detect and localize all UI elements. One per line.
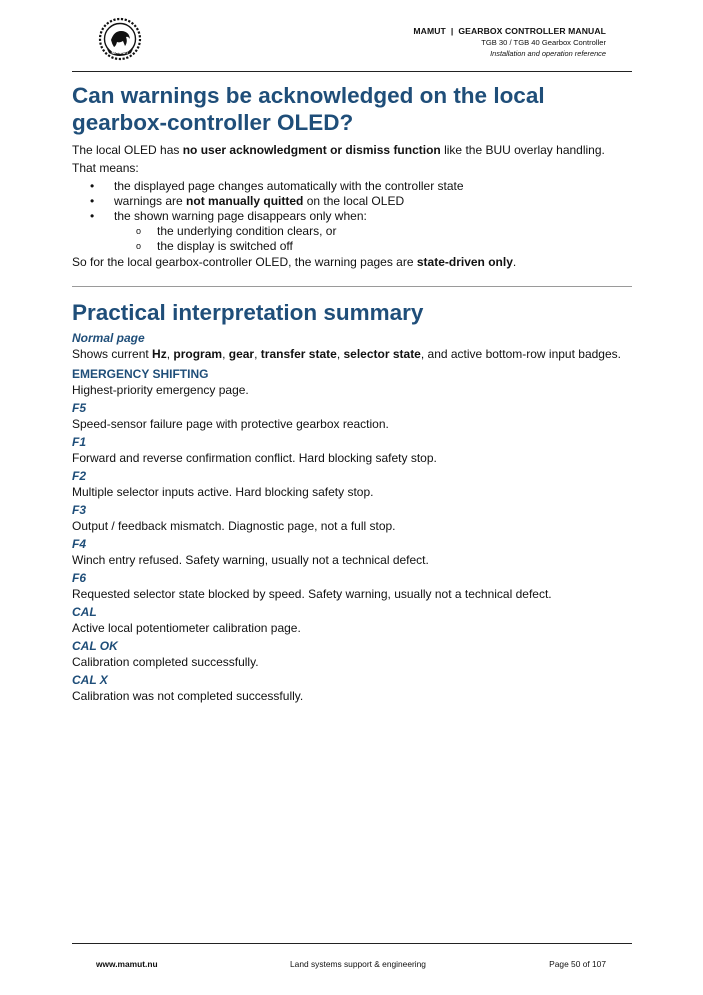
desc-f3: Output / feedback mismatch. Diagnostic page, not a full stop. — [72, 519, 396, 533]
desc-f2: Multiple selector inputs active. Hard blocking safety stop. — [72, 485, 374, 499]
desc-f6: Requested selector state blocked by speed. Safety warning, usually not a technical defect. — [72, 587, 552, 601]
footer-center-text: Land systems support & engineering — [290, 959, 426, 969]
term-f3: F3 — [72, 503, 87, 517]
bullet-icon: • — [90, 194, 95, 208]
header-rule — [72, 71, 632, 72]
logo-lettering: MAMUT — [111, 50, 129, 56]
term-emergency-shifting: EMERGENCY SHIFTING — [72, 367, 209, 381]
desc-f4: Winch entry refused. Safety warning, usually not a technical defect. — [72, 553, 429, 567]
list-item: • the shown warning page disappears only when: o the underlying condition clears, or o the display is switched off — [72, 209, 632, 254]
desc-cal: Active local potentiometer calibration page. — [72, 621, 301, 635]
summary-section — [72, 299, 632, 704]
list-item: o the display is switched off — [136, 239, 293, 253]
desc-normal-page: Shows current Hz, program, gear, transfer state, selector state, and active bottom-row input badges. — [72, 347, 621, 361]
reference-note: Installation and operation reference — [490, 49, 606, 58]
manual-title: MAMUT | GEARBOX CONTROLLER MANUAL — [413, 26, 606, 36]
section-heading-summary: Practical interpretation summary — [72, 300, 424, 325]
term-f4: F4 — [72, 537, 87, 551]
footer-website-link[interactable]: www.mamut.nu — [96, 959, 158, 969]
behavior-bullet-list — [72, 179, 632, 254]
term-cal-x: CAL X — [72, 673, 108, 687]
list-item: • warnings are not manually quitted on the local OLED — [90, 194, 405, 208]
list-item: o the underlying condition clears, or — [136, 224, 337, 238]
desc-cal-x: Calibration was not completed successfully. — [72, 689, 304, 703]
controller-subtitle: TGB 30 / TGB 40 Gearbox Controller — [481, 38, 606, 47]
mamut-logo — [95, 16, 145, 62]
bullet-icon: • — [90, 179, 95, 193]
intro-paragraph: The local OLED has no user acknowledgment or dismiss function like the BUU overlay handling. — [72, 143, 605, 157]
condition-sub-list — [72, 224, 632, 254]
desc-f5: Speed-sensor failure page with protective gearbox reaction. — [72, 417, 389, 431]
term-f5: F5 — [72, 401, 87, 415]
section-divider — [72, 286, 632, 287]
term-normal-page: Normal page — [72, 331, 145, 345]
desc-f1: Forward and reverse confirmation conflict. Hard blocking safety stop. — [72, 451, 437, 465]
that-means-text: That means: — [72, 161, 139, 175]
circle-bullet-icon: o — [136, 226, 142, 236]
term-cal: CAL — [72, 605, 97, 619]
bullet-icon: • — [90, 209, 95, 223]
section-heading-acknowledge: Can warnings be acknowledged on the local gearbox-controller OLED? — [72, 83, 545, 135]
desc-cal-ok: Calibration completed successfully. — [72, 655, 259, 669]
document-header — [413, 26, 606, 59]
footer-rule — [72, 943, 632, 944]
list-item: • the displayed page changes automatically with the controller state — [90, 179, 464, 193]
term-f2: F2 — [72, 469, 87, 483]
term-f1: F1 — [72, 435, 87, 449]
conclusion-paragraph: So for the local gearbox-controller OLED, the warning pages are state-driven only. — [72, 255, 517, 269]
desc-emergency-shifting: Highest-priority emergency page. — [72, 383, 249, 397]
circle-bullet-icon: o — [136, 241, 142, 251]
term-cal-ok: CAL OK — [72, 639, 118, 653]
term-f6: F6 — [72, 571, 87, 585]
page-content — [72, 82, 632, 270]
page-number: Page 50 of 107 — [549, 959, 606, 969]
